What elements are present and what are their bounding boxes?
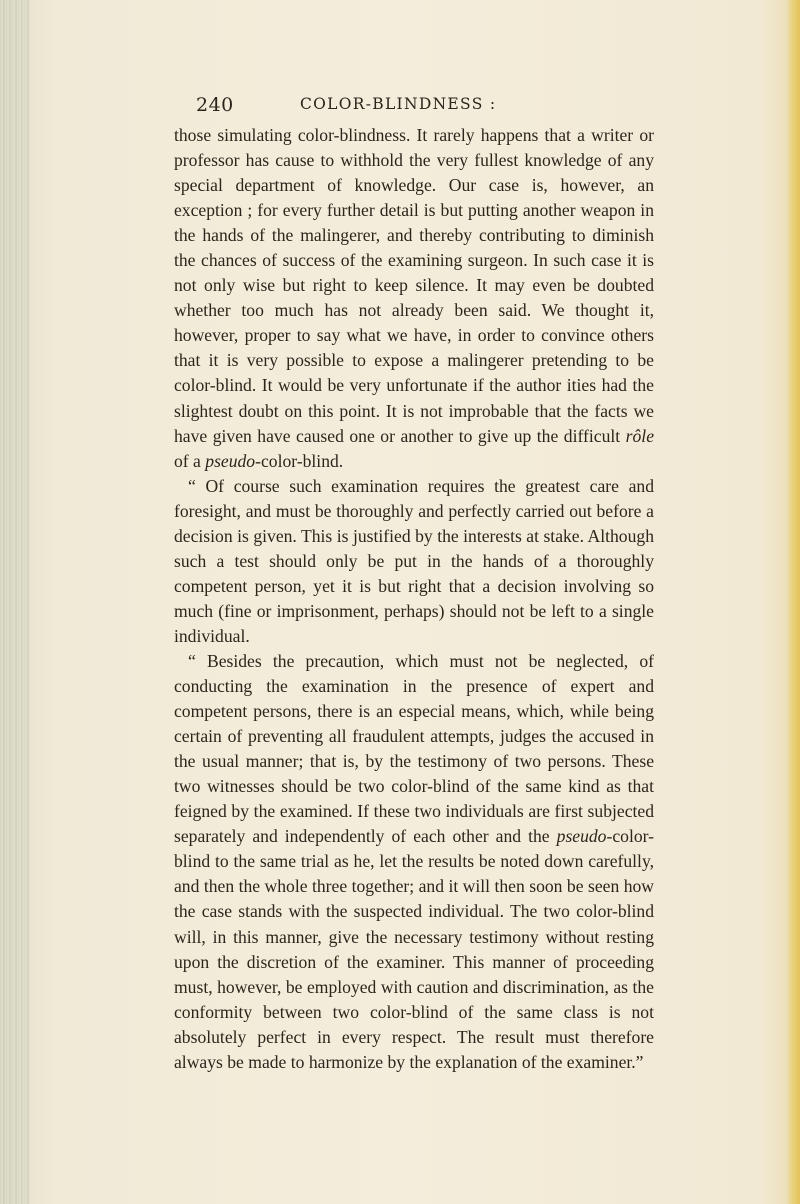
paragraph-1-italic-pseudo: pseudo: [205, 450, 256, 471]
paragraph-3-italic-pseudo: pseudo: [556, 826, 607, 847]
page-number: 240: [196, 94, 234, 116]
body-text: [174, 123, 654, 1075]
paragraph-1-italic-role: rôle: [625, 425, 654, 446]
running-head: COLOR-BLINDNESS :: [300, 95, 497, 113]
page-edge: [786, 0, 800, 1204]
paragraph-3-text-b: -color-blind to the same trial as he, let the results be noted down carefully, and then the whole three together; and it will then soon be seen how the case stands with the suspected individual. The two color-blind will, in this manner, give the necessary testimony without resting upon the discretion of the examiner. This manner of proceeding must, however, be employed with caution and discrimination, as the conformity between two color-blind of the same class is not absolutely perfect in every respect. The result must therefore always be made to harmonize by the explanation of the examiner.”: [174, 826, 654, 1072]
paragraph-1-text-b: of a: [174, 450, 206, 471]
paragraph-3: [174, 649, 654, 1075]
page-binding-shadow: [0, 0, 30, 1204]
paragraph-2: “ Of course such examination requires the greatest care and foresight, and must be thoroughly and perfectly carried out before a decision is given. This is justified by the interests at stake. Although such a test should only be put in the hands of a thoroughly competent person, yet it is but right that a decision involving so much (fine or imprisonment, perhaps) should not be left to a single individual.: [174, 475, 654, 646]
paragraph-1: [174, 123, 654, 474]
paragraph-1-text-c: -color-blind.: [255, 450, 344, 471]
paragraph-3-text-a: “ Besides the precaution, which must not be neglected, of conducting the examination in the presence of expert and competent persons, there is an especial means, which, while being certain of preventing all fraudulent attempts, judges the accused in the usual manner; that is, by the testimony of two persons. These two witnesses should be two color-blind of the same kind as that feigned by the examined. If these two individuals are first subjected separately and independently of each other and the: [174, 650, 654, 847]
paragraph-1-text-a: those simulating color-blindness. It rarely happens that a writer or professor has cause to withhold the very fullest knowledge of any special department of knowledge. Our case is, however, an exception ; for every further detail is but putting another weapon in the hands of the malingerer, and thereby contributing to diminish the chances of success of the examining surgeon. In such case it is not only wise but right to keep silence. It may even be doubted whether too much has not already been said. We thought it, however, proper to say what we have, in order to convince others that it is very possible to expose a malingerer pretending to be color-blind. It would be very unfortunate if the author ities had the slightest doubt on this point. It is not improbable that the facts we have given have caused one or another to give up the difficult: [174, 125, 654, 446]
page-header: [196, 94, 616, 120]
